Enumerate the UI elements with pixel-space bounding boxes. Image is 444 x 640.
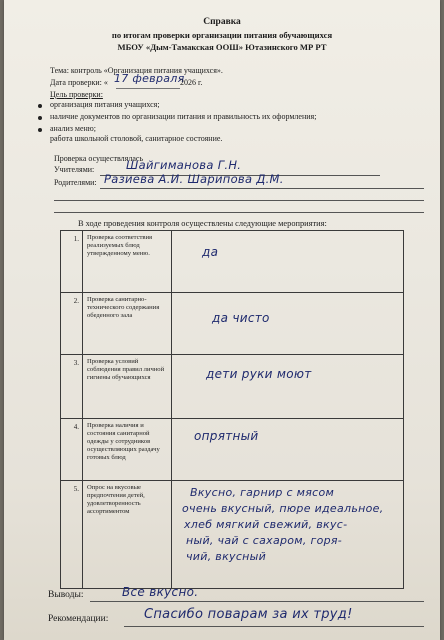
check-response: да <box>202 245 219 259</box>
inspection-intro: Проверка осуществлялась <box>54 154 144 163</box>
check-response-cell <box>172 231 404 293</box>
date-year: 2026 г. <box>180 78 203 87</box>
table-row <box>61 419 404 481</box>
bullet-dot <box>38 104 42 108</box>
check-response: да чисто <box>212 311 270 325</box>
table-caption: В ходе проведения контроля осуществлены следующие мероприятия: <box>78 219 327 228</box>
row-number: 5. <box>61 481 83 589</box>
date-label: Дата проверки: « <box>50 78 108 87</box>
parents-label: Родителями: <box>54 178 97 187</box>
response-line: ный, чай с сахаром, горя- <box>186 534 343 547</box>
check-response: дети руки моют <box>206 367 312 381</box>
check-response-cell <box>172 481 404 589</box>
row-number: 4. <box>61 419 83 481</box>
check-topic: Проверка наличия и состояния санитарной одежды у сотрудников осуществляющих раздачу готовых блюд <box>83 419 172 481</box>
check-response: опрятный <box>194 429 259 443</box>
response-line: хлеб мягкий свежий, вкус- <box>184 518 348 531</box>
date-underline <box>116 88 180 89</box>
row-number: 3. <box>61 355 83 419</box>
teachers-handwritten: Шайгиманова Г.Н. <box>126 158 242 172</box>
checks-table <box>60 230 404 589</box>
table-row <box>61 481 404 589</box>
recommendations-handwritten: Спасибо поварам за их труд! <box>144 607 353 622</box>
recommendations-label: Рекомендации: <box>48 614 109 624</box>
table-row <box>61 293 404 355</box>
row-number: 2. <box>61 293 83 355</box>
goal-item: анализ меню; <box>50 124 96 133</box>
blank-line <box>54 212 424 213</box>
school-name: МБОУ «Дым-Тамакская ООШ» Ютазинского МР РТ <box>117 42 327 52</box>
check-topic: Проверка санитарно-технического содержания обеденного зала <box>83 293 172 355</box>
table-row <box>61 355 404 419</box>
check-topic: Опрос на вкусовые предпочтения детей, удовлетворенность ассортиментом <box>83 481 172 589</box>
topic-line: Тема: контроль «Организация питания учащихся». <box>50 66 223 75</box>
teachers-label: Учителями: <box>54 165 95 174</box>
doc-title: Справка <box>203 17 241 27</box>
check-response-cell <box>172 419 404 481</box>
check-topic: Проверка соответствия реализуемых блюд утвержденному меню. <box>83 231 172 293</box>
bullet-dot <box>38 128 42 132</box>
check-response-cell <box>172 293 404 355</box>
document-sheet <box>4 0 440 640</box>
date-handwritten: 17 февраля <box>114 72 185 85</box>
response-line: Вкусно, гарнир с мясом <box>190 486 335 499</box>
blank-line <box>54 200 424 201</box>
conclusions-handwritten: Все вкусно. <box>122 585 199 599</box>
check-response <box>172 481 403 588</box>
recommendations-line <box>124 626 424 627</box>
goal-item: организация питания учащихся; <box>50 100 160 109</box>
conclusions-label: Выводы: <box>48 590 84 600</box>
check-response-cell <box>172 355 404 419</box>
goal-item: работа школьной столовой, санитарное состояние. <box>50 134 223 143</box>
bullet-dot <box>38 116 42 120</box>
response-line: очень вкусный, пюре идеальное, <box>182 502 384 515</box>
row-number: 1. <box>61 231 83 293</box>
doc-subtitle: по итогам проверки организации питания обучающихся <box>111 30 333 40</box>
check-topic: Проверка условий соблюдения правил личной гигиены обучающихся <box>83 355 172 419</box>
parents-handwritten: Разиева А.И. Шарипова Д.М. <box>104 172 284 186</box>
goal-label: Цель проверки: <box>50 90 103 99</box>
parents-line <box>100 188 424 189</box>
table-row <box>61 231 404 293</box>
response-line: чий, вкусный <box>186 550 267 563</box>
goal-item: наличие документов по организации питания и правильность их оформления; <box>50 112 317 121</box>
conclusions-line <box>90 601 424 602</box>
